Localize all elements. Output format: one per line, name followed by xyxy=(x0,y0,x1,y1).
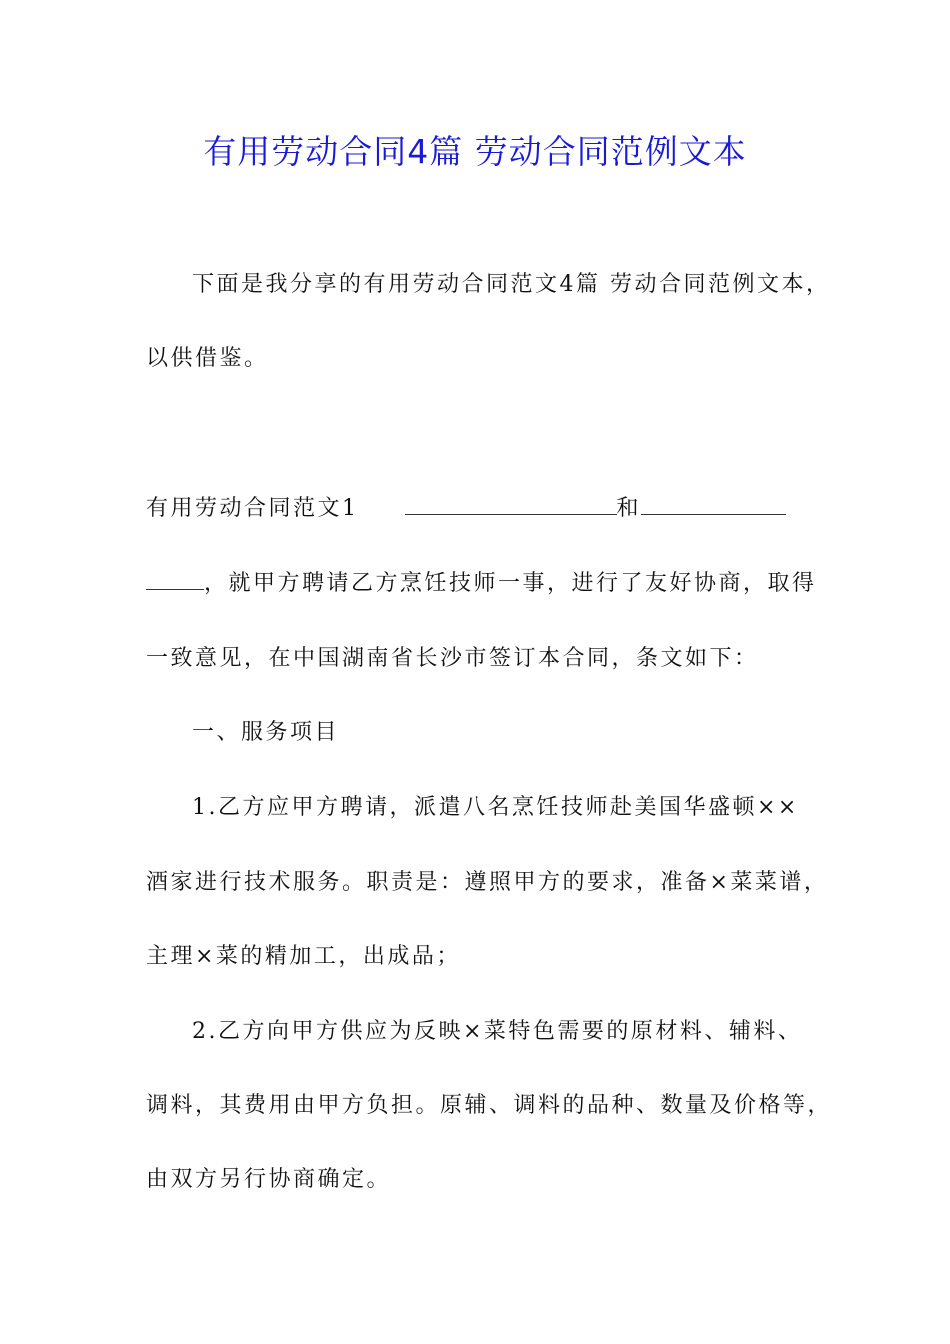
intro-line-2: 以供借鉴。 xyxy=(146,346,269,371)
intro-line-1: 下面是我分享的有用劳动合同范文4篇 劳动合同范例文本， xyxy=(192,272,831,297)
connector-he: 和 xyxy=(616,496,642,521)
agreement-line-3: 一致意见，在中国湖南省长沙市签订本合同，条文如下： xyxy=(146,646,759,671)
blank-party-b-continued xyxy=(146,569,204,590)
clause-2-line-3: 由双方另行协商确定。 xyxy=(146,1167,392,1192)
document-title: 有用劳动合同4篇 劳动合同范例文本 xyxy=(203,132,747,171)
agreement-text: ，就甲方聘请乙方烹饪技师一事，进行了友好协商，取得 xyxy=(204,571,817,596)
clause-1-line-2: 酒家进行技术服务。职责是：遵照甲方的要求，准备×菜菜谱， xyxy=(146,870,829,895)
item-heading: 一、服务项目 xyxy=(192,720,340,745)
blank-party-a xyxy=(405,494,617,515)
blank-party-b xyxy=(641,494,786,515)
clause-1-line-1: 1.乙方应甲方聘请，派遣八名烹饪技师赴美国华盛顿×× xyxy=(192,795,799,820)
section-heading-line xyxy=(146,494,786,524)
section-heading: 有用劳动合同范文1 xyxy=(146,496,359,521)
clause-1-line-3: 主理×菜的精加工，出成品； xyxy=(146,944,461,969)
agreement-line-2 xyxy=(146,569,817,599)
clause-2-line-2: 调料，其费用由甲方负担。原辅、调料的品种、数量及价格等， xyxy=(146,1093,833,1118)
clause-2-line-1: 2.乙方向甲方供应为反映×菜特色需要的原材料、辅料、 xyxy=(192,1019,803,1044)
